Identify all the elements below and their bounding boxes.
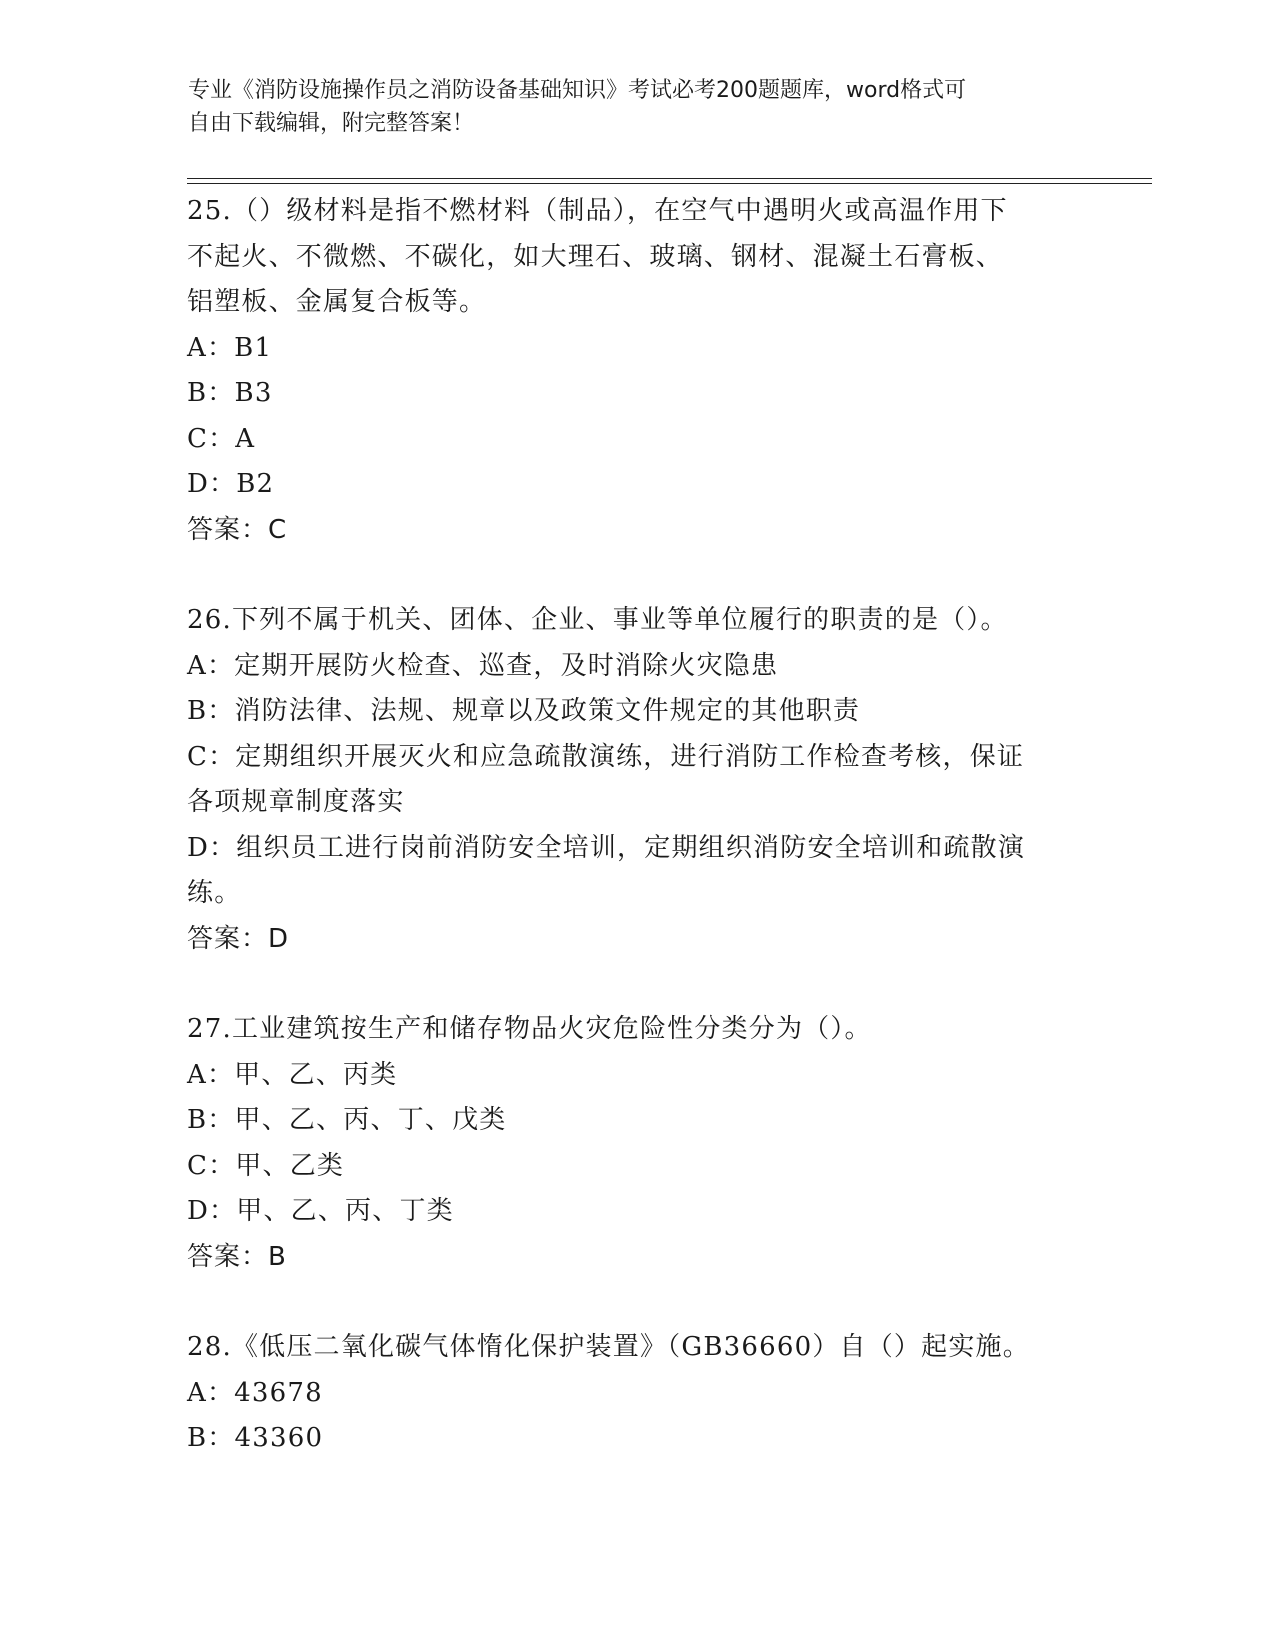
option-c: C：A xyxy=(187,423,256,454)
question-stem-line: 28.《低压二氧化碳气体惰化保护装置》（GB36660）自（）起实施。 xyxy=(187,1332,1030,1362)
question-27 xyxy=(187,1007,1087,1280)
question-stem-line: 铝塑板、金属复合板等。 xyxy=(187,287,487,317)
option-c: C：甲、乙类 xyxy=(187,1150,345,1181)
header-divider-thick xyxy=(187,178,1152,179)
question-stem-line: 不起火、不微燃、不碳化，如大理石、玻璃、钢材、混凝土石膏板、 xyxy=(187,241,1004,272)
option-d: D：甲、乙、丙、丁类 xyxy=(187,1196,454,1226)
question-stem-line: 27.工业建筑按生产和储存物品火灾危险性分类分为（）。 xyxy=(187,1014,872,1044)
question-25 xyxy=(187,189,1087,553)
answer: 答案：C xyxy=(187,514,288,545)
question-gap xyxy=(187,1280,1087,1325)
option-a: A：定期开展防火检查、巡查，及时消除火灾隐患 xyxy=(187,650,779,681)
option-d-continued: 练。 xyxy=(187,878,242,908)
option-d: D：B2 xyxy=(187,469,275,499)
option-c-continued: 各项规章制度落实 xyxy=(187,787,405,817)
option-a: A：B1 xyxy=(187,332,273,363)
option-a: A：43678 xyxy=(187,1377,323,1408)
question-28 xyxy=(187,1325,1087,1462)
question-gap xyxy=(187,553,1087,598)
document-header xyxy=(188,74,1088,140)
option-b: B：43360 xyxy=(187,1423,324,1453)
question-stem-line: 25.（）级材料是指不燃材料（制品），在空气中遇明火或高温作用下 xyxy=(187,196,1008,226)
answer: 答案：D xyxy=(187,923,290,954)
question-list xyxy=(187,189,1087,1462)
option-b: B：B3 xyxy=(187,378,273,408)
option-d: D：组织员工进行岗前消防安全培训，定期组织消防安全培训和疏散演 xyxy=(187,832,1026,863)
question-26 xyxy=(187,598,1087,962)
option-a: A：甲、乙、丙类 xyxy=(187,1059,398,1090)
option-b: B：消防法律、法规、规章以及政策文件规定的其他职责 xyxy=(187,696,861,726)
header-line-1: 专业《消防设施操作员之消防设备基础知识》考试必考200题题库，word格式可 xyxy=(188,78,967,103)
answer: 答案：B xyxy=(187,1241,287,1272)
question-gap xyxy=(187,962,1087,1007)
question-stem-line: 26.下列不属于机关、团体、企业、事业等单位履行的职责的是（）。 xyxy=(187,605,1008,635)
option-b: B：甲、乙、丙、丁、戊类 xyxy=(187,1105,507,1135)
option-c: C：定期组织开展灭火和应急疏散演练，进行消防工作检查考核，保证 xyxy=(187,741,1025,772)
header-line-2: 自由下载编辑，附完整答案！ xyxy=(188,111,475,136)
header-divider-thin xyxy=(187,183,1152,184)
